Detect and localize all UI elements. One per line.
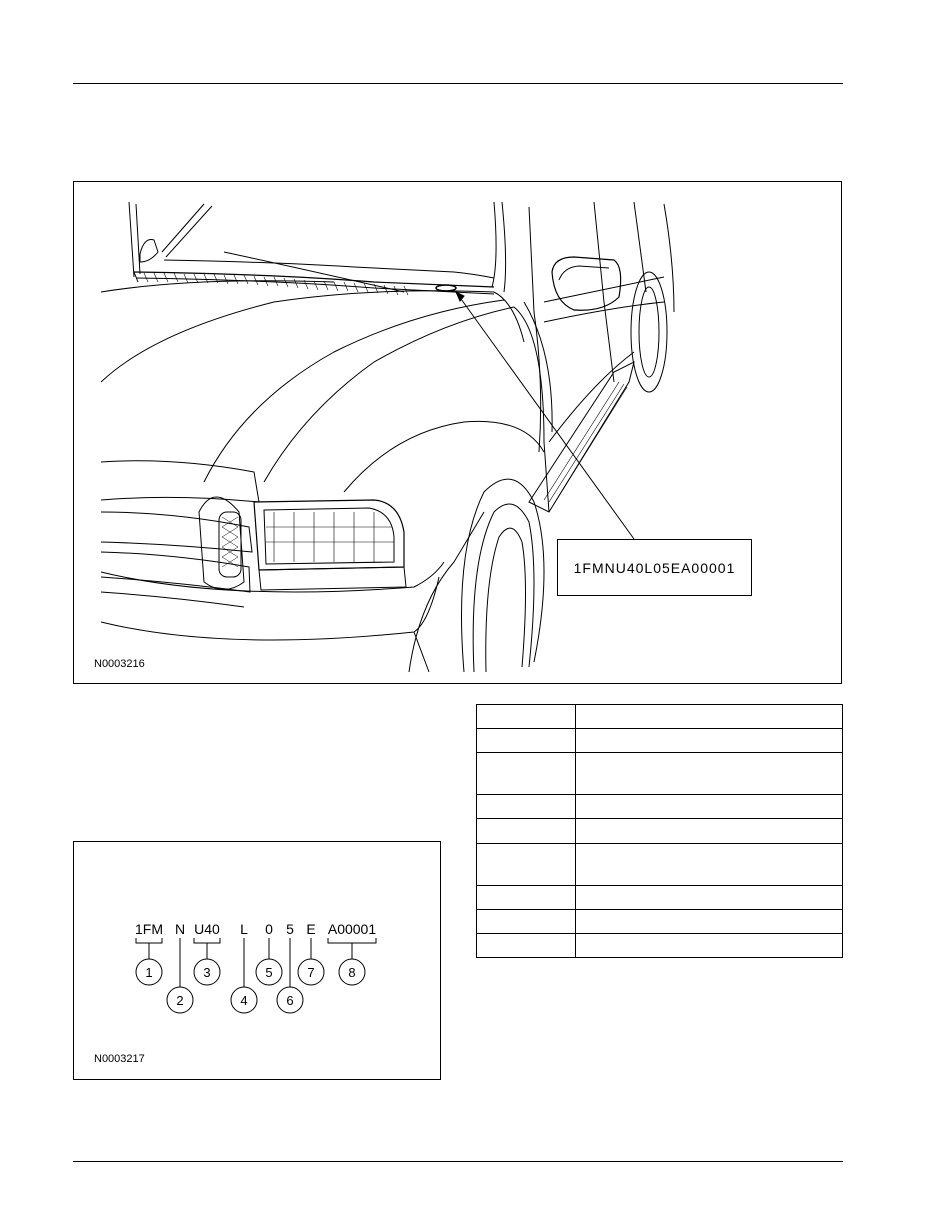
description-cell [576, 753, 843, 795]
table-row [477, 729, 843, 753]
vin-segment-7: E [306, 921, 316, 937]
item-cell [477, 729, 576, 753]
table-row [477, 753, 843, 795]
table-row [477, 909, 843, 933]
vin-segment-4: L [240, 921, 248, 937]
callout-number-8: 8 [348, 965, 356, 980]
item-cell [477, 933, 576, 957]
table-row [477, 819, 843, 843]
figure-code-2: N0003217 [94, 1053, 145, 1065]
bracket-8 [328, 938, 376, 959]
description-cell [576, 909, 843, 933]
item-cell [477, 753, 576, 795]
truck-line-drawing [74, 182, 842, 684]
figure-code: N0003216 [94, 658, 145, 670]
callout-number-6: 6 [286, 993, 294, 1008]
bracket-3 [194, 938, 220, 959]
description-cell [576, 705, 843, 729]
callout-number-3: 3 [203, 965, 211, 980]
callout-number-1: 1 [145, 965, 153, 980]
callout-number-2: 2 [176, 993, 184, 1008]
footer-rule [73, 1161, 843, 1162]
bracket-1 [136, 938, 162, 959]
vin-segment-8: A00001 [327, 921, 377, 937]
description-cell [576, 819, 843, 843]
item-cell [477, 795, 576, 819]
item-cell [477, 885, 576, 909]
table-row [477, 885, 843, 909]
item-cell [477, 705, 576, 729]
description-cell [576, 933, 843, 957]
description-cell [576, 729, 843, 753]
callout-number-5: 5 [265, 965, 273, 980]
vin-callout-label: 1FMNU40L05EA00001 [557, 539, 752, 596]
vin-segment-5: 0 [265, 921, 273, 937]
description-cell [576, 885, 843, 909]
table-row [477, 795, 843, 819]
vin-segment-3: U40 [194, 921, 220, 937]
callout-number-7: 7 [307, 965, 315, 980]
legend-table [476, 704, 843, 958]
item-cell [477, 909, 576, 933]
item-cell [477, 843, 576, 885]
description-cell [576, 795, 843, 819]
vin-segment-1: 1FM [135, 921, 163, 937]
vin-breakdown-diagram [74, 842, 442, 1081]
description-cell [576, 843, 843, 885]
vehicle-illustration [73, 181, 842, 684]
table-row [477, 705, 843, 729]
vin-breakdown-figure [73, 841, 441, 1080]
vin-segment-6: 5 [286, 921, 294, 937]
vin-segment-2: N [174, 921, 186, 937]
table-row [477, 843, 843, 885]
callout-number-4: 4 [240, 993, 248, 1008]
item-cell [477, 819, 576, 843]
table-row [477, 933, 843, 957]
header-rule [73, 83, 843, 84]
